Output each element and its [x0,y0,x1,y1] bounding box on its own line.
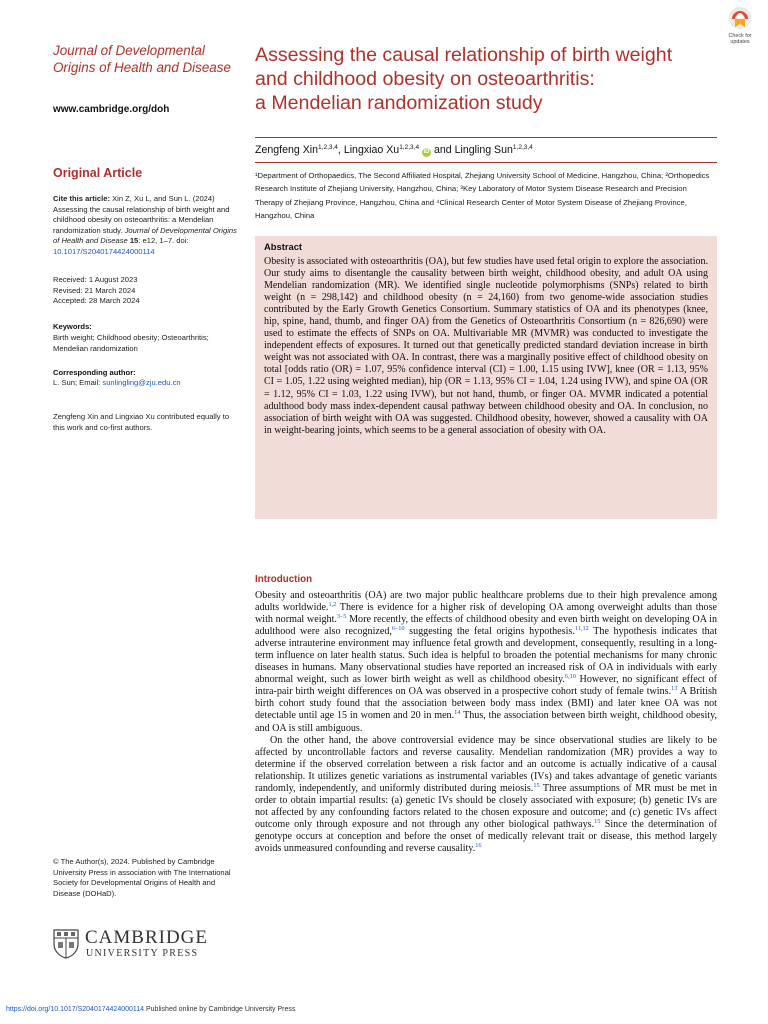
paragraph-text: suggesting the fetal origins hypothesis. [404,626,575,638]
reference-link[interactable]: 6–10 [391,625,405,633]
introduction-body [255,590,717,855]
abstract-text: Obesity is associated with osteoarthritis (OA), but few studies have used fetal origin to explore the association. Our study aims to disentangle the causality between birth weight, childhood obesity, and adult OA using Mendelian randomization (MR). We identified single nucleotide polymorphisms (SNPs) related to birth weight (n = 298,142) and childhood obesity (n = 24,160) from two genome-wide association studies contributed by the Early Growth Genetics Consortium. Summary statistics of OA and its phenotypes (knee, hip, spine, hand, thumb, and finger OA) from the Genetics of Osteoarthritis Consortium (n = 826,690) were used to estimate the effects of SNPs on OA. Multivariable MR (MVMR) was conducted to investigate the independent effects of exposures. It turned out that genetically predicted standard deviation increase in birth weight was not associated with OA. In contrast, there was a marginally positive effect of childhood obesity on total [odds ratio (OR) = 1.07, 95% confidence interval (CI) = 1.00, 1.15 using IVW], knee (OR = 1.13, 95% CI = 1.05, 1.22 using weighted median), hip (OR = 1.13, 95% CI = 1.04, 1.24 using IVW), and spine OA (OR = 1.12, 95% CI = 1.03, 1.22 using IVW), but not hand, thumb, or finger OA. MVMR indicated a potential adulthood body mass index-dependent causal pathway between childhood obesity and OA. In conclusion, no association of birth weight with OA was suggested. Childhood obesity, however, showed a causality with OA in weight-bearing joints, which seems to be a general association of obesity with OA. [264,256,708,436]
corresponding-author-heading: Corresponding author: [53,368,136,377]
article-title: Assessing the causal relationship of birth weight and childhood obesity on osteoarthritis: a Mendelian randomization study [255,44,673,114]
publisher-name: CAMBRIDGE [85,927,209,948]
journal-website-link[interactable]: www.cambridge.org/doh [53,104,170,115]
paragraph-text: The hypothesis indicates that adverse intrauterine environment may influence fetal growth and development, consequently, resulting in a long-term influence on later health status. Such idea is helpful to broaden the potential mechanisms for many chronic diseases in humans. Many observational studies have reported an increased risk of OA in individuals with early abnormal weight, such as lower birth weight as well as childhood obesity. [255,626,717,686]
publisher-logo [53,927,243,963]
citation-block [53,194,241,258]
check-for-updates-label: Check for updates [728,33,752,45]
reference-link[interactable]: 11,12 [574,625,589,633]
cite-doi-link[interactable]: 10.1017/S2040174424000114 [53,246,155,256]
article-dates [53,275,241,307]
paragraph-text: Obesity and osteoarthritis (OA) are two major public healthcare problems due to their high prevalence among adults worldwide. [255,590,717,614]
accepted-date: Accepted: 28 March 2024 [53,296,140,306]
abstract-heading: Abstract [264,241,303,252]
paragraph-text: Three assumptions of MR must be met in order to obtain impartial results: (a) genetic IVs should be closely associated with exposure; (b) genetic IVs are not affected by any confounding factors related to the chosen exposure and outcome; and (c) genetic IVs affect outcome only through exposure and not through any other biological pathways. [255,782,717,830]
keywords-heading: Keywords: [53,322,92,331]
reference-link[interactable]: 3–5 [336,613,347,621]
reference-link[interactable]: 1,2 [328,601,337,609]
cambridge-shield-icon [53,929,79,959]
check-for-updates-icon [727,5,753,33]
revised-date: Revised: 21 March 2024 [53,285,136,295]
reference-link[interactable]: 16 [475,841,482,849]
page-footer [6,1006,295,1013]
author-affiliation-marks: 1,2,3,4 [399,144,420,151]
copyright-notice: © The Author(s), 2024. Published by Cambridge University Press in association with The International Society for Developmental Origins of Health and Disease (DOHaD). [53,857,231,898]
introduction-paragraph [255,590,717,735]
abstract-box [255,236,717,519]
author-name[interactable]: Lingling Sun [454,144,513,156]
cite-pages: : e12, 1–7. doi: [138,236,189,246]
cite-label: Cite this article: [53,194,110,203]
paragraph-text: Thus, the association between birth weight, childhood obesity, and OA is still ambiguous. [255,710,717,734]
author-affiliation-marks: 1,2,3,4 [318,144,338,151]
corresponding-author: L. Sun; Email: sunlingling@zju.edu.cn [53,378,181,387]
article-type: Original Article [53,166,143,180]
paragraph-text: There is evidence for a higher risk of developing OA among overweight adults than those with normal weight. [255,602,718,626]
cite-volume: 15 [127,236,139,246]
reference-link[interactable]: 15 [533,781,540,789]
publisher-subtitle: UNIVERSITY PRESS [86,948,199,959]
title-divider [255,137,717,138]
reference-link[interactable]: 14 [454,709,461,717]
reference-link[interactable]: 15 [594,817,601,825]
paragraph-text: On the other hand, the above controversial evidence may be since observational studies are likely to be affected by uncontrollable factors and reverse causality. Mendelian randomization (MR) provides a way to determine if the observed correlation between a risk factor and an outcome is actually indicative of a causal relationship. It utilizes genetic variations as instrumental variables (IVs) and takes advantage of genetic variants randomly, independently, and uniformly distributed during meiosis. [255,734,717,794]
cite-text: Xin Z, Xu L, and Sun L. (2024) Assessing the causal relationship of birth weight and childhood obesity on osteoarthritis: a Mendelian randomization study. [53,194,230,235]
paragraph-text: A British birth cohort study found that the association between body mass index (BMI) and later knee OA was not detectable until age 15 in women and 20 in men. [255,686,717,722]
reference-link[interactable]: 13 [671,685,678,693]
keywords-list: Birth weight; Childhood obesity; Osteoarthritis; Mendelian randomization [53,333,209,353]
introduction-heading: Introduction [255,574,313,585]
contribution-note: Zengfeng Xin and Lingxiao Xu contributed equally to this work and co-first authors. [53,412,230,432]
received-date: Received: 1 August 2023 [53,275,138,284]
author-affiliation-marks: 1,2,3,4 [512,144,533,151]
author-name[interactable]: Lingxiao Xu [343,144,400,156]
footer-doi-link[interactable]: https://doi.org/10.1017/S2040174424000114 [6,1006,145,1013]
corresponding-email-link[interactable]: sunlingling@zju.edu.cn [102,378,181,387]
paragraph-text: Since the determination of genotype occurs at conception and before the onset of medically relevant trait or disease, this method largely avoids unmeasured confounding and reverse causality. [255,818,717,854]
introduction-paragraph [255,735,717,855]
journal-name: Journal of Developmental Origins of Health and Disease [53,43,231,75]
author-list: Zengfeng Xin$^{1,2,3,4}$, Lingxiao Xu$^{1,2,3,4}$ iD and Lingling Sun$^{1,2,3,4}$ [255,144,533,156]
footer-published-note: Published online by Cambridge University Press [144,1006,296,1013]
affiliations: ¹Department of Orthopaedics, The Second Affiliated Hospital, Zhejiang University School of Medicine, Hangzhou, China; ²Orthopedics Research Institute of Zhejiang University, Hangzhou, China; ³Key Laboratory of Motor System Disease Research and Precision Therapy of Zhejiang Province, Hangzhou, China and ⁴Clinical Research Center of Motor System Disease of Zhejiang Province, Hangzhou, China [255,171,710,220]
authors-divider [255,162,717,163]
author-name[interactable]: Zengfeng Xin [255,144,319,156]
reference-link[interactable]: 6,10 [564,673,576,681]
orcid-icon[interactable]: iD [423,149,430,155]
paragraph-text: More recently, the effects of childhood obesity and even birth weight on developing OA in adulthood were also recognized, [255,614,717,638]
cite-journal: Journal of Developmental Origins of Health and Disease [53,225,237,246]
paragraph-text: However, no significant effect of intra-pair birth weight differences on OA was observed in a prospective cohort study of female twins. [255,674,718,698]
